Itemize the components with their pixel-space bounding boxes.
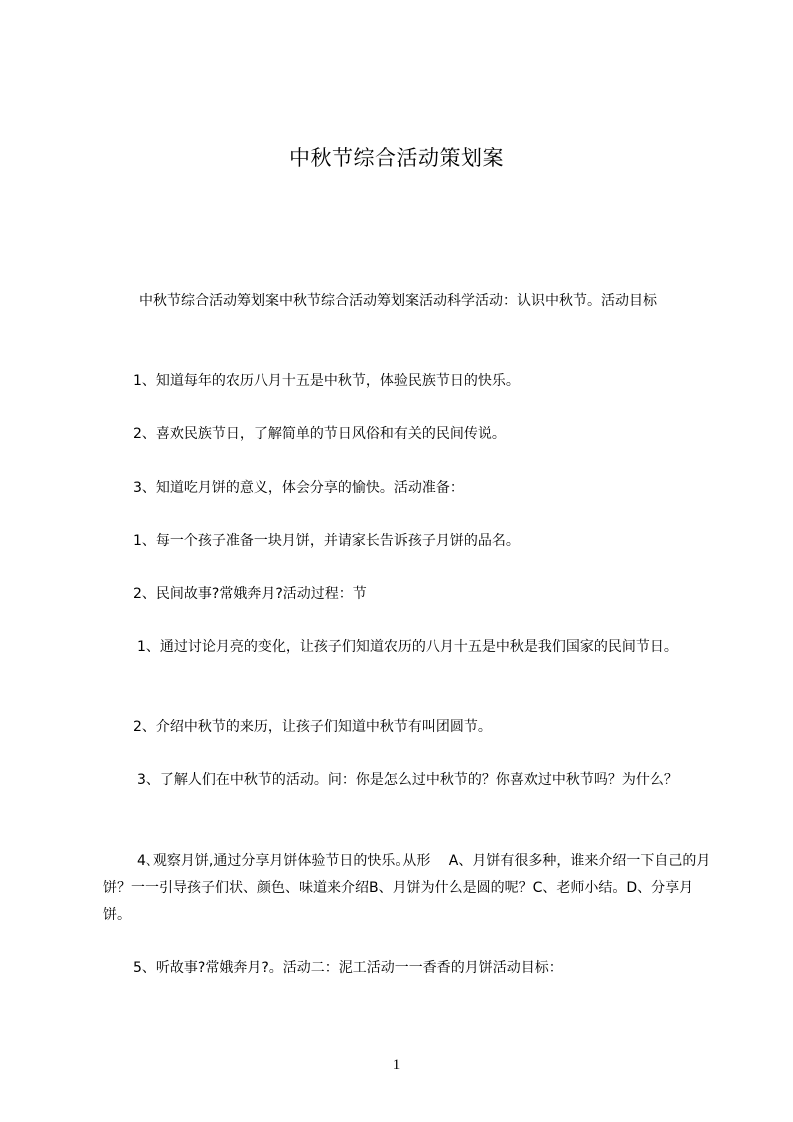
paragraph-intro: 中秋节综合活动筹划案中秋节综合活动筹划案活动科学活动：认识中秋节。活动目标 [139, 293, 657, 309]
paragraph-goal-1: 1、知道每年的农历八月十五是中秋节，体验民族节日的快乐。 [133, 373, 520, 389]
paragraph-process-1: 1、通过讨论月亮的变化，让孩子们知道农历的八月十五是中秋是我们国家的民间节日。 [137, 639, 678, 655]
paragraph-prep-1: 1、每一个孩子准备一块月饼，并请家长告诉孩子月饼的品名。 [133, 533, 520, 549]
paragraph-goal-2: 2、喜欢民族节日，了解简单的节日风俗和有关的民间传说。 [133, 426, 506, 442]
paragraph-process-3: 3、了解人们在中秋节的活动。问：你是怎么过中秋节的？你喜欢过中秋节吗？为什么？ [137, 772, 678, 788]
page-number: 1 [392, 1057, 401, 1073]
paragraph-process-5: 5、听故事?常娥奔月?。活动二：泥工活动一一香香的月饼活动目标： [133, 960, 563, 976]
paragraph-process-2: 2、介绍中秋节的来历，让孩子们知道中秋节有叫团圆节。 [133, 719, 492, 735]
paragraph-goal-3: 3、知道吃月饼的意义，体会分享的愉快。活动准备： [133, 480, 464, 496]
paragraph-process-4: 4､观察月饼,通过分享月饼体验节日的快乐｡从形 A、月饼有很多种，谁来介绍一下自己的月饼？一一引导孩子们状、颜色、味道来介绍B、月饼为什么是圆的呢？C、老师小结。D、分享月饼。 [103, 853, 711, 923]
paragraph-prep-2: 2、民间故事?常娥奔月?活动过程：节 [133, 586, 367, 602]
page-title: 中秋节综合活动策划案 [289, 146, 504, 170]
